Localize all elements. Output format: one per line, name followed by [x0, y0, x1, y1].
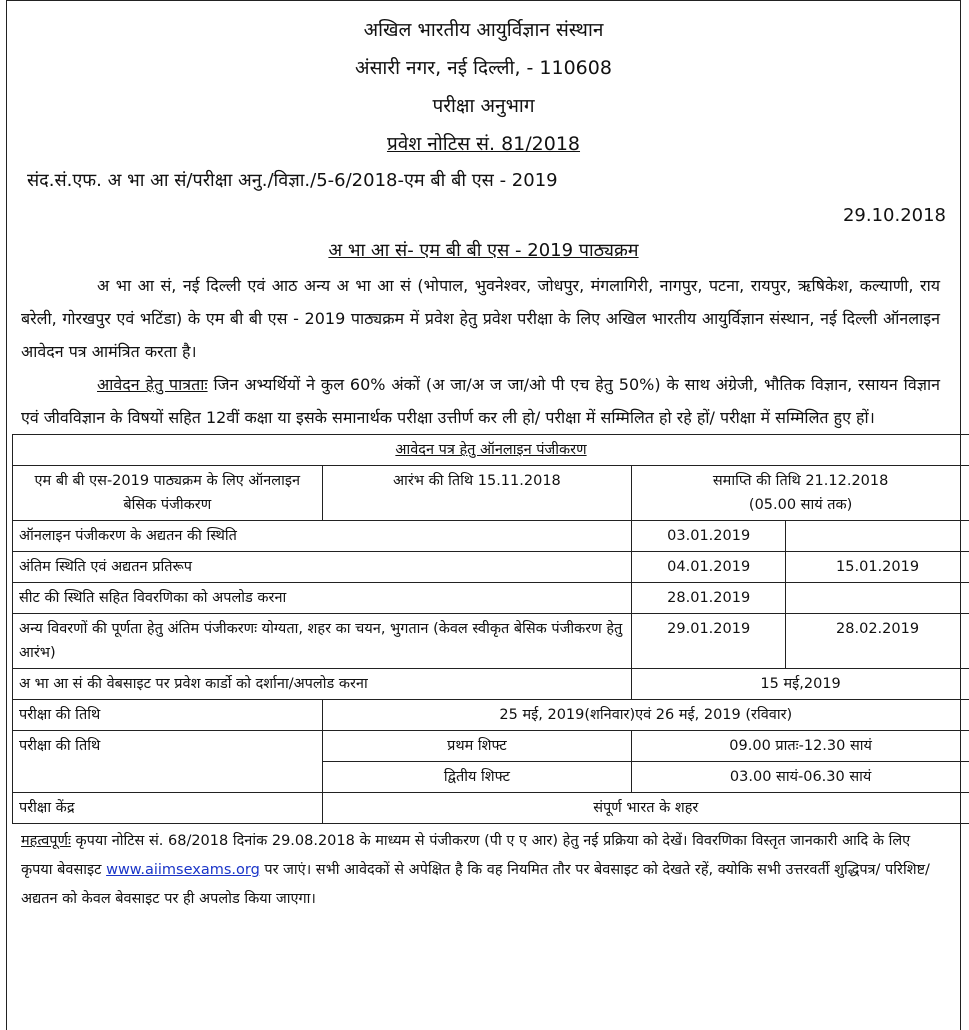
table-row — [13, 731, 969, 762]
first-shift-label: प्रथम शिफ्ट — [322, 731, 632, 762]
table-row — [13, 521, 969, 552]
row-label: सीट की स्थिति सहित विवरणिका को अपलोड करना — [13, 583, 632, 614]
row-date-2: 28.02.2019 — [786, 614, 969, 669]
table-title: आवेदन पत्र हेतु ऑनलाइन पंजीकरण — [13, 435, 969, 466]
table-row — [13, 466, 969, 521]
eligibility-paragraph — [7, 368, 960, 434]
row-label: अन्य विवरणों की पूर्णता हेतु अंतिम पंजीकरणः योग्यता, शहर का चयन, भुगतान (केवल स्वीकृत बेसिक पंजीकरण हेतु आरंभ) — [13, 614, 632, 669]
department-name: परीक्षा अनुभाग — [7, 87, 960, 125]
row-label: ऑनलाइन पंजीकरण के अद्यतन की स्थिति — [13, 521, 632, 552]
basic-registration-end — [632, 466, 969, 521]
row-date-2 — [786, 521, 969, 552]
note-label: महत्वपूर्णः — [21, 833, 71, 849]
table-row — [13, 435, 969, 466]
schedule-table — [12, 434, 969, 824]
note-text-1: कृपया नोटिस सं. 68/2018 दिनांक 29.08.2018 के माध्यम से पंजीकरण (पी ए ए आर) हेतु नई प्रक्रिया को देखें। विवरणिका विस्तृत जानकारी आदि के लिए कृपया बेवसाइट — [21, 833, 910, 878]
row-date-2: 15.01.2019 — [786, 552, 969, 583]
institute-address: अंसारी नगर, नई दिल्ली, - 110608 — [7, 49, 960, 87]
table-row — [13, 583, 969, 614]
exam-centre-value: संपूर्ण भारत के शहर — [322, 793, 969, 824]
basic-registration-label: एम बी बी एस-2019 पाठ्यक्रम के लिए ऑनलाइन बेसिक पंजीकरण — [13, 466, 323, 521]
table-row — [13, 700, 969, 731]
intro-paragraph: अ भा आ सं, नई दिल्ली एवं आठ अन्य अ भा आ सं (भोपाल, भुवनेश्वर, जोधपुर, मंगलागिरी, नागपुर, पटना, रायपुर, ऋषिकेश, कल्याणी, राय बरेली, गोरखपुर एवं भटिंडा) के एम बी बी एस - 2019 पाठ्यक्रम में प्रवेश हेतु प्रवेश परीक्षा के लिए अखिल भारतीय आयुर्विज्ञान संस्थान, नई दिल्ली ऑनलाइन आवेदन पत्र आमंत्रित करता है। — [7, 269, 960, 368]
shift-label: परीक्षा की तिथि — [13, 731, 323, 793]
first-shift-time: 09.00 प्रातः-12.30 सायं — [632, 731, 969, 762]
table-row — [13, 793, 969, 824]
second-shift-time: 03.00 सायं-06.30 सायं — [632, 762, 969, 793]
end-date: समाप्ति की तिथि 21.12.2018 — [638, 469, 963, 493]
row-date-1: 28.01.2019 — [632, 583, 786, 614]
exam-centre-label: परीक्षा केंद्र — [13, 793, 323, 824]
row-label: अंतिम स्थिति एवं अद्यतन प्रतिरूप — [13, 552, 632, 583]
notice-page — [6, 0, 961, 1030]
table-row — [13, 614, 969, 669]
reference-number: संद.सं.एफ. अ भा आ सं/परीक्षा अनु./विज्ञा./5-6/2018-एम बी बी एस - 2019 — [7, 163, 960, 199]
end-note: (05.00 सायं तक) — [638, 493, 963, 517]
row-date-1: 29.01.2019 — [632, 614, 786, 669]
row-date-1: 03.01.2019 — [632, 521, 786, 552]
basic-registration-start: आरंभ की तिथि 15.11.2018 — [322, 466, 632, 521]
row-date-2 — [786, 583, 969, 614]
important-note — [7, 824, 960, 914]
institute-name: अखिल भारतीय आयुर्विज्ञान संस्थान — [7, 11, 960, 49]
notice-date: 29.10.2018 — [7, 199, 960, 233]
table-row — [13, 552, 969, 583]
row-date-1: 04.01.2019 — [632, 552, 786, 583]
second-shift-label: द्वितीय शिफ्ट — [322, 762, 632, 793]
admit-card-label: अ भा आ सं की वेबसाइट पर प्रवेश कार्डो को दर्शाना/अपलोड करना — [13, 669, 632, 700]
eligibility-label: आवेदन हेतु पात्रताः — [97, 375, 208, 394]
exam-date-label: परीक्षा की तिथि — [13, 700, 323, 731]
notice-number: प्रवेश नोटिस सं. 81/2018 — [7, 125, 960, 163]
website-link[interactable]: www.aiimsexams.org — [106, 862, 260, 878]
note-text-2: पर जाएं। सभी आवेदकों से अपेक्षित है कि वह नियमित तौर पर बेवसाइट को देखते रहें, क्योकि सभी उत्तरवर्ती शुद्धिपत्र/ परिशिष्ट/ अद्यतन को केवल बेवसाइट पर ही अपलोड किया जाएगा। — [21, 862, 930, 907]
notice-subtitle: अ भा आ सं- एम बी बी एस - 2019 पाठ्यक्रम — [7, 233, 960, 269]
eligibility-text: जिन अभ्यर्थियों ने कुल 60% अंकों (अ जा/अ ज जा/ओ पी एच हेतु 50%) के साथ अंग्रेजी, भौतिक विज्ञान, रसायन विज्ञान एवं जीवविज्ञान के विषयों सहित 12वीं कक्षा या इसके समानार्थक परीक्षा उत्तीर्ण कर ली हो/ परीक्षा में सम्मिलित हो रहे हों/ परीक्षा में सम्मिलित हुए हों। — [21, 375, 940, 427]
table-row — [13, 669, 969, 700]
exam-date-value: 25 मई, 2019(शनिवार)एवं 26 मई, 2019 (रविवार) — [322, 700, 969, 731]
admit-card-date: 15 मई,2019 — [632, 669, 969, 700]
